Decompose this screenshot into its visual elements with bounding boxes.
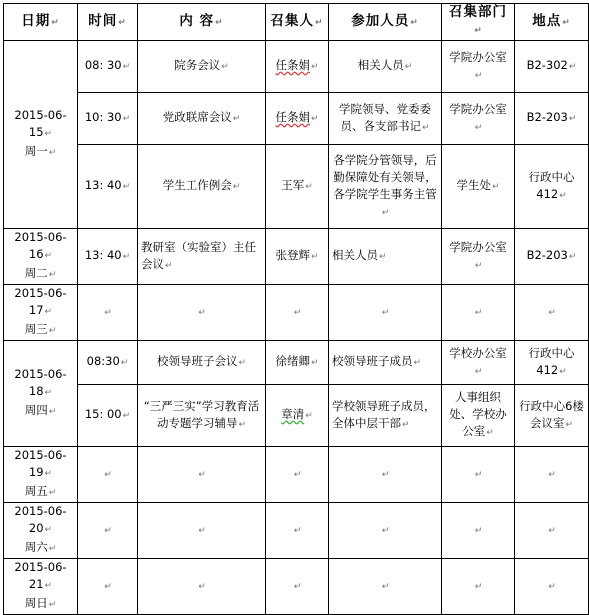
convener-cell: ↵	[266, 559, 329, 615]
location-cell: B2-302↵	[515, 41, 589, 93]
content-cell: 校领导班子会议↵	[138, 341, 266, 385]
attendees-cell: ↵	[329, 559, 442, 615]
content-cell: ↵	[138, 503, 266, 559]
time-cell: 13: 40↵	[78, 229, 138, 285]
attendees-cell: 学校领导班子成员，全体中层干部↵	[329, 385, 442, 447]
department-cell: 学院办公室↵	[442, 41, 515, 93]
attendees-cell: ↵	[329, 503, 442, 559]
attendees-cell: 各学院分管领导，后勤保障处有关领导，各学院学生事务主管↵	[329, 145, 442, 229]
convener-cell: ↵	[266, 503, 329, 559]
header-content: 内 容↵	[138, 4, 266, 41]
time-cell: 13: 40↵	[78, 145, 138, 229]
header-row	[4, 4, 589, 41]
attendees-cell: ↵	[329, 447, 442, 503]
location-cell: 行政中心412↵	[515, 145, 589, 229]
table-row	[4, 229, 589, 285]
table-row	[4, 447, 589, 503]
convener-cell: 王军↵	[266, 145, 329, 229]
convener-cell: ↵	[266, 285, 329, 341]
header-date: 日期↵	[4, 4, 78, 41]
header-convener: 召集人↵	[266, 4, 329, 41]
department-cell: ↵	[442, 503, 515, 559]
header-time: 时间↵	[78, 4, 138, 41]
department-cell: 学院办公室↵	[442, 229, 515, 285]
attendees-cell: 相关人员↵	[329, 41, 442, 93]
table-row	[4, 385, 589, 447]
attendees-cell: 学院领导、党委委员、各支部书记↵	[329, 93, 442, 145]
time-cell: ↵	[78, 285, 138, 341]
location-cell: ↵	[515, 285, 589, 341]
table-row	[4, 41, 589, 93]
convener-cell: 徐绪卿↵	[266, 341, 329, 385]
time-cell: 15: 00↵	[78, 385, 138, 447]
department-cell: ↵	[442, 559, 515, 615]
table-row	[4, 285, 589, 341]
table-row	[4, 341, 589, 385]
convener-cell: 张登辉↵	[266, 229, 329, 285]
content-cell: 学生工作例会↵	[138, 145, 266, 229]
location-cell: ↵	[515, 503, 589, 559]
meeting-schedule-table	[3, 3, 589, 615]
location-cell: ↵	[515, 447, 589, 503]
time-cell: 08: 30↵	[78, 41, 138, 93]
date-cell: 2015-06-20↵ 周六↵	[4, 503, 78, 559]
convener-cell: 章清↵	[266, 385, 329, 447]
convener-cell: 任条娟↵	[266, 93, 329, 145]
location-cell: B2-203↵	[515, 229, 589, 285]
content-cell: 教研室（实验室）主任会议↵	[138, 229, 266, 285]
department-cell: 学校办公室↵	[442, 341, 515, 385]
table-row	[4, 559, 589, 615]
convener-cell: 任条娟↵	[266, 41, 329, 93]
department-cell: ↵	[442, 285, 515, 341]
content-cell: 党政联席会议↵	[138, 93, 266, 145]
header-department: 召集部门↵	[442, 4, 515, 41]
table-row	[4, 93, 589, 145]
content-cell: ↵	[138, 559, 266, 615]
table-row	[4, 145, 589, 229]
department-cell: 人事组织处、学校办公室↵	[442, 385, 515, 447]
time-cell: ↵	[78, 447, 138, 503]
attendees-cell: ↵	[329, 285, 442, 341]
header-location: 地点↵	[515, 4, 589, 41]
time-cell: 10: 30↵	[78, 93, 138, 145]
department-cell: 学院办公室↵	[442, 93, 515, 145]
department-cell: ↵	[442, 447, 515, 503]
date-cell: 2015-06-16↵ 周二↵	[4, 229, 78, 285]
content-cell: 院务会议↵	[138, 41, 266, 93]
convener-cell: ↵	[266, 447, 329, 503]
time-cell: 08:30↵	[78, 341, 138, 385]
location-cell: 行政中心6楼会议室↵	[515, 385, 589, 447]
attendees-cell: 校领导班子成员↵	[329, 341, 442, 385]
location-cell: B2-203↵	[515, 93, 589, 145]
time-cell: ↵	[78, 559, 138, 615]
location-cell: ↵	[515, 559, 589, 615]
date-cell: 2015-06-21↵ 周日↵	[4, 559, 78, 615]
location-cell: 行政中心412↵	[515, 341, 589, 385]
date-cell: 2015-06-19↵ 周五↵	[4, 447, 78, 503]
attendees-cell: 相关人员↵	[329, 229, 442, 285]
content-cell: ↵	[138, 447, 266, 503]
table-row	[4, 503, 589, 559]
header-attendees: 参加人员↵	[329, 4, 442, 41]
date-cell: 2015-06-17↵ 周三↵	[4, 285, 78, 341]
content-cell: ↵	[138, 285, 266, 341]
content-cell: “三严三实”学习教育活动专题学习辅导↵	[138, 385, 266, 447]
time-cell: ↵	[78, 503, 138, 559]
department-cell: 学生处↵	[442, 145, 515, 229]
date-cell: 2015-06-15↵ 周一↵	[4, 41, 78, 229]
date-cell: 2015-06-18↵ 周四↵	[4, 341, 78, 447]
